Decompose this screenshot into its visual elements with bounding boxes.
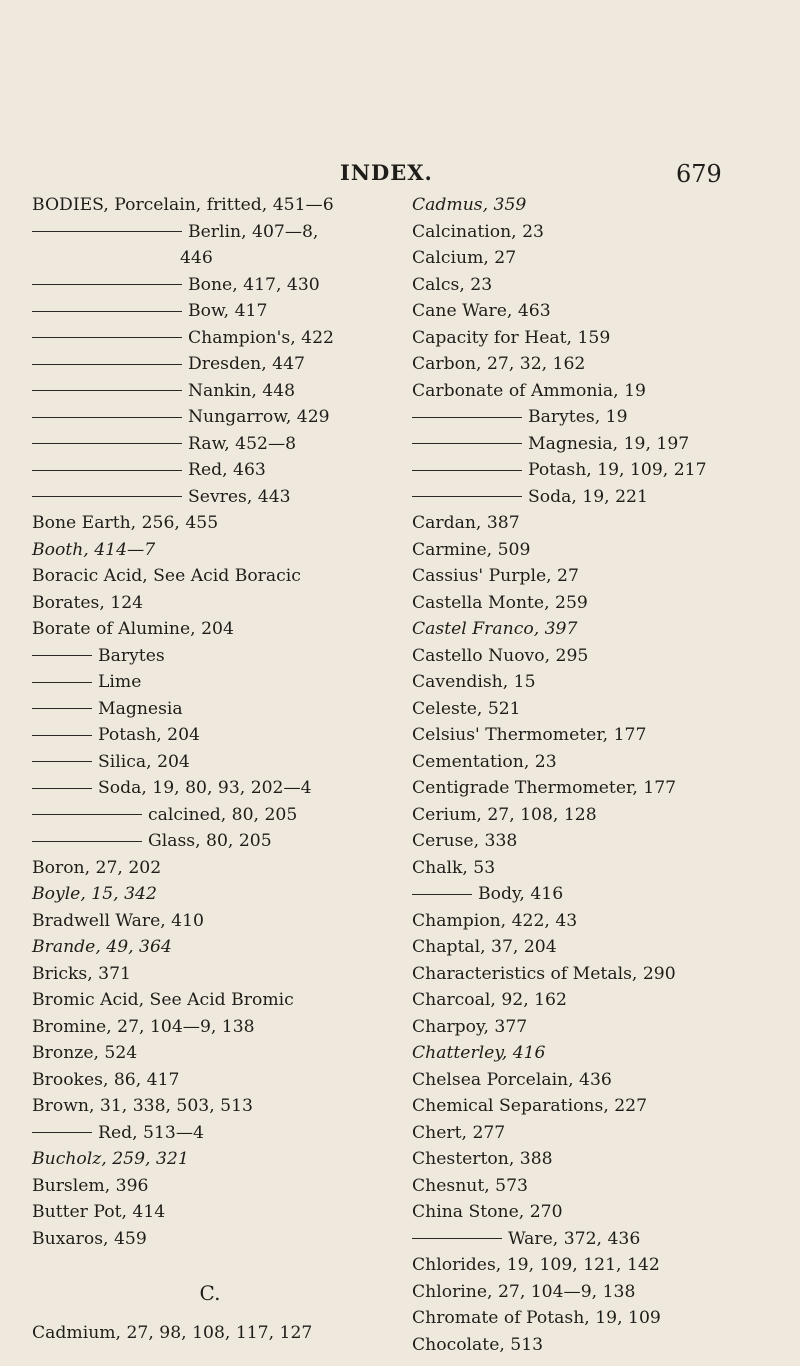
index-entry-text: Chaptal, 37, 204 (412, 937, 557, 957)
index-entry-text: Characteristics of Metals, 290 (412, 963, 676, 984)
index-entry (412, 1014, 784, 1041)
index-entry (32, 457, 388, 484)
index-entry (32, 1173, 388, 1200)
index-entry-text: Barytes, 19 (528, 407, 628, 427)
index-entry-text: Castello Nuovo, 295 (412, 645, 589, 666)
index-entry-text: Charcoal, 92, 162 (412, 990, 567, 1010)
index-entry (32, 404, 388, 431)
index-entry-text: Cerium, 27, 108, 128 (412, 804, 597, 825)
index-entry-text: Cardan, 387 (412, 513, 520, 533)
index-entry-text: Bromic Acid, See Acid Bromic (32, 990, 294, 1010)
index-entry-text: Butter Pot, 414 (32, 1202, 166, 1222)
index-entry (412, 590, 784, 617)
index-entry (412, 537, 784, 564)
index-entry-text: calcined, 80, 205 (148, 804, 298, 825)
index-entry-text: Borate of Alumine, 204 (32, 619, 234, 639)
ditto-dash (32, 788, 92, 789)
index-entry (412, 219, 784, 246)
index-entry (412, 1252, 784, 1279)
index-entry-text: Brookes, 86, 417 (32, 1069, 180, 1090)
index-entry (32, 1320, 388, 1347)
index-entry (412, 404, 784, 431)
index-entry-text: Carbonate of Ammonia, 19 (412, 380, 646, 401)
index-entry-text: Magnesia (98, 698, 183, 719)
index-entry (412, 1120, 784, 1147)
index-entry (412, 669, 784, 696)
index-entry (412, 802, 784, 829)
index-entry-text: Cavendish, 15 (412, 672, 536, 692)
index-entry (32, 908, 388, 935)
index-entry-text: Cadmus, 359 (412, 195, 527, 215)
index-entry-text: Bronze, 524 (32, 1043, 138, 1063)
index-entry (412, 457, 784, 484)
index-entry (412, 510, 784, 537)
index-entry-text: Bradwell Ware, 410 (32, 910, 204, 931)
index-entry-text: Berlin, 407—8, (188, 221, 319, 242)
index-entry (32, 616, 388, 643)
index-entry-text: Bone Earth, 256, 455 (32, 513, 219, 533)
index-entry (32, 1040, 388, 1067)
index-entry-text: Boracic Acid, See Acid Boracic (32, 566, 301, 586)
index-entry-text: Chalk, 53 (412, 857, 496, 878)
index-entry (412, 1040, 784, 1067)
index-entry-text: Boron, 27, 202 (32, 857, 162, 878)
index-entries-right (412, 192, 784, 1358)
index-entry-text: Lime (98, 672, 142, 692)
index-entry-text: Calcium, 27 (412, 248, 517, 268)
index-entry (412, 828, 784, 855)
index-entry (412, 1173, 784, 1200)
page-header (0, 160, 800, 190)
ditto-dash (32, 337, 182, 338)
index-entry-text: Body, 416 (478, 884, 564, 904)
index-entry (412, 881, 784, 908)
index-entry (32, 192, 388, 219)
ditto-dash (32, 284, 182, 285)
index-entry (412, 987, 784, 1014)
index-entry (412, 934, 784, 961)
index-entry (32, 219, 388, 246)
index-entry-text: Glass, 80, 205 (148, 831, 272, 851)
index-entry-text: Soda, 19, 80, 93, 202—4 (98, 778, 312, 798)
ditto-dash (32, 708, 92, 709)
index-entry (412, 484, 784, 511)
index-entry (412, 1332, 784, 1359)
index-entry (32, 722, 388, 749)
index-column-right (412, 192, 784, 1358)
index-entry (32, 1226, 388, 1253)
index-entry (412, 1146, 784, 1173)
ditto-dash (32, 496, 182, 497)
index-entry-text: Red, 513—4 (98, 1122, 204, 1143)
index-entry-text: Charpoy, 377 (412, 1016, 528, 1037)
index-entry-text: Chromate of Potash, 19, 109 (412, 1308, 661, 1328)
index-entry (412, 855, 784, 882)
index-entry (32, 1014, 388, 1041)
ditto-dash (32, 364, 182, 365)
index-entry-text: Potash, 19, 109, 217 (528, 460, 707, 480)
index-entries-left-after (32, 1320, 388, 1347)
index-entry (412, 696, 784, 723)
index-entry-text: Brande, 49, 364 (32, 937, 172, 957)
index-entry (32, 272, 388, 299)
index-entry (32, 1199, 388, 1226)
ditto-dash (32, 231, 182, 232)
page-title: INDEX. (340, 160, 433, 185)
index-entry (32, 696, 388, 723)
ditto-dash (32, 814, 142, 815)
index-entry (412, 1226, 784, 1253)
index-entry (32, 351, 388, 378)
index-entry-text: Burslem, 396 (32, 1175, 149, 1196)
index-entry (412, 431, 784, 458)
index-entry (412, 563, 784, 590)
index-entry (412, 775, 784, 802)
ditto-dash (32, 682, 92, 683)
index-entry (32, 1067, 388, 1094)
ditto-dash (412, 496, 522, 497)
index-entry (412, 643, 784, 670)
index-entry (32, 484, 388, 511)
index-entry-text: BODIES, Porcelain, fritted, 451—6 (32, 195, 334, 215)
ditto-dash (32, 655, 92, 656)
ditto-dash (412, 417, 522, 418)
index-entry (32, 961, 388, 988)
index-entry (412, 749, 784, 776)
index-entry-text: Raw, 452—8 (188, 433, 297, 454)
index-entry-text: Bromine, 27, 104—9, 138 (32, 1016, 255, 1037)
ditto-dash (32, 390, 182, 391)
index-entry-text: Celsius' Thermometer, 177 (412, 725, 647, 745)
index-entry (32, 775, 388, 802)
ditto-dash (412, 894, 472, 895)
index-entry-text: Carmine, 509 (412, 539, 531, 560)
index-entry-text: Bow, 417 (188, 301, 268, 321)
index-entry (412, 1305, 784, 1332)
index-entry-text: Cassius' Purple, 27 (412, 566, 579, 586)
index-entry-text: Calcs, 23 (412, 274, 493, 295)
index-entry-text: Chatterley, 416 (412, 1043, 546, 1063)
index-entry (32, 934, 388, 961)
index-entry-text: Capacity for Heat, 159 (412, 327, 611, 348)
ditto-dash (412, 1238, 502, 1239)
ditto-dash (32, 761, 92, 762)
index-entry-text: Cane Ware, 463 (412, 301, 551, 321)
ditto-dash (412, 443, 522, 444)
index-entry-text: Chocolate, 513 (412, 1334, 544, 1355)
index-entry (32, 563, 388, 590)
ditto-dash (32, 1132, 92, 1133)
index-entry (32, 1120, 388, 1147)
index-entry-text: Ware, 372, 436 (508, 1228, 641, 1249)
index-entry-text: Chelsea Porcelain, 436 (412, 1069, 612, 1090)
index-entry (32, 828, 388, 855)
ditto-dash (32, 311, 182, 312)
ditto-dash (32, 470, 182, 471)
index-entry (412, 961, 784, 988)
index-entry (32, 378, 388, 405)
index-entry (32, 325, 388, 352)
index-entry-text: Dresden, 447 (188, 354, 305, 374)
index-entry-text: Chlorine, 27, 104—9, 138 (412, 1281, 636, 1302)
index-entry-text: Buxaros, 459 (32, 1228, 147, 1249)
index-entry-text: Booth, 414—7 (32, 539, 156, 560)
index-entry-text: Silica, 204 (98, 751, 190, 772)
index-entry (32, 855, 388, 882)
index-entry (32, 802, 388, 829)
index-entry-text: Chesterton, 388 (412, 1149, 553, 1169)
index-entry (32, 590, 388, 617)
index-entry-text: Soda, 19, 221 (528, 486, 648, 507)
index-entry-text: Magnesia, 19, 197 (528, 433, 690, 454)
index-entry (32, 431, 388, 458)
ditto-dash (32, 735, 92, 736)
ditto-dash (32, 417, 182, 418)
index-entry-text: Brown, 31, 338, 503, 513 (32, 1096, 253, 1116)
index-column-left (32, 192, 388, 1347)
index-entry (412, 1067, 784, 1094)
index-entry-text: Barytes (98, 645, 165, 666)
ditto-dash (32, 841, 142, 842)
index-entry-text: Nankin, 448 (188, 380, 296, 401)
index-entry (32, 510, 388, 537)
index-entry (412, 1279, 784, 1306)
index-entry (32, 669, 388, 696)
index-entry (412, 272, 784, 299)
index-entry (32, 1093, 388, 1120)
index-entry-text: Castella Monte, 259 (412, 592, 588, 613)
index-entry-text: Bucholz, 259, 321 (32, 1149, 189, 1169)
index-entry (412, 1093, 784, 1120)
index-entry-text: Ceruse, 338 (412, 831, 518, 851)
index-entry-text: Chert, 277 (412, 1122, 506, 1143)
index-entry-text: Bone, 417, 430 (188, 274, 320, 295)
index-entry (412, 378, 784, 405)
index-entry-text: Bricks, 371 (32, 963, 131, 984)
index-entry-text: China Stone, 270 (412, 1202, 563, 1222)
index-entry (32, 245, 388, 272)
index-entry (412, 722, 784, 749)
section-letter: C. (199, 1281, 221, 1305)
index-entry (412, 1199, 784, 1226)
index-entry-text: Calcination, 23 (412, 221, 544, 242)
index-entry (32, 1146, 388, 1173)
page-number: 679 (676, 160, 722, 188)
index-entry-text: Celeste, 521 (412, 698, 521, 719)
index-entry (32, 987, 388, 1014)
index-entry (412, 192, 784, 219)
index-entry (412, 325, 784, 352)
index-entry-text: Potash, 204 (98, 725, 200, 745)
index-entry-text: Castel Franco, 397 (412, 619, 578, 639)
index-entry-text: Cadmium, 27, 98, 108, 117, 127 (32, 1323, 313, 1343)
index-entry (412, 245, 784, 272)
index-entry-text: Cementation, 23 (412, 751, 557, 772)
index-entry-text: Sevres, 443 (188, 486, 291, 507)
index-entry-text: Centigrade Thermometer, 177 (412, 778, 677, 798)
index-entry (412, 616, 784, 643)
index-entry (412, 298, 784, 325)
index-entry (32, 643, 388, 670)
index-entry (412, 908, 784, 935)
index-entry-text: Champion, 422, 43 (412, 910, 578, 931)
index-entry-text: Nungarrow, 429 (188, 407, 330, 427)
index-entry (32, 537, 388, 564)
index-entry-text: Champion's, 422 (188, 327, 334, 348)
index-entry-text: Carbon, 27, 32, 162 (412, 354, 586, 374)
index-entry (32, 881, 388, 908)
ditto-dash (412, 470, 522, 471)
index-entry-text: Red, 463 (188, 460, 266, 480)
index-entry-text: Chesnut, 573 (412, 1175, 528, 1196)
index-entry-text: Chemical Separations, 227 (412, 1096, 648, 1116)
index-entry (32, 298, 388, 325)
ditto-dash (32, 443, 182, 444)
index-entry-text: Boyle, 15, 342 (32, 884, 157, 904)
index-entry-text: Chlorides, 19, 109, 121, 142 (412, 1255, 660, 1275)
index-entry (412, 351, 784, 378)
index-entries-left (32, 192, 388, 1252)
index-entry (32, 749, 388, 776)
index-entry-text: 446 (180, 248, 213, 268)
index-entry-text: Borates, 124 (32, 592, 144, 613)
